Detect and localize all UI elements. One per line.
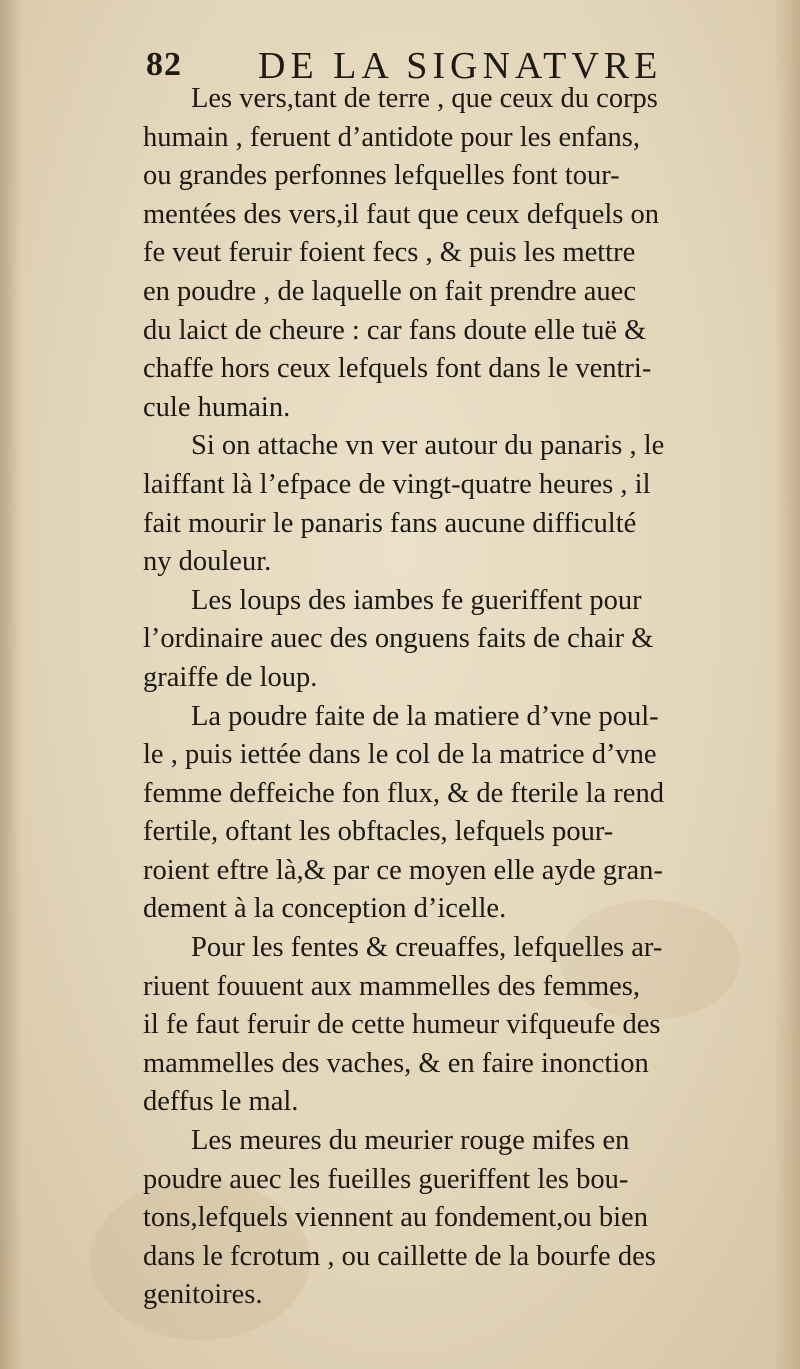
- text-line: femme deffeiche fon flux, & de fterile la rend: [143, 777, 664, 809]
- text-line: du laict de cheure : car fans doute elle tuë &: [143, 314, 647, 346]
- text-line: ny douleur.: [143, 546, 272, 578]
- text-line: humain , feruent d’antidote pour les enfans,: [143, 121, 641, 153]
- text-line: cule humain.: [143, 391, 291, 423]
- text-line: Les vers,tant de terre , que ceux du corps: [191, 83, 658, 114]
- text-line: laiffant là l’efpace de vingt-quatre heures , il: [143, 468, 651, 500]
- text-line: l’ordinaire auec des onguens faits de chair &: [143, 623, 654, 655]
- body-text: [143, 80, 743, 1315]
- text-line: fertile, oftant les obftacles, lefquels pour-: [143, 816, 614, 848]
- text-line: Les meures du meurier rouge mifes en: [191, 1125, 630, 1157]
- text-line: graiffe de loup.: [143, 661, 318, 693]
- page-number: 82: [146, 46, 182, 83]
- text-line: fe veut feruir foient fecs , & puis les mettre: [143, 237, 636, 269]
- text-line: genitoires.: [143, 1279, 263, 1311]
- text-line: il fe faut feruir de cette humeur vifqueufe des: [143, 1009, 661, 1041]
- text-line: mentées des vers,il faut que ceux defquels on: [143, 198, 659, 230]
- text-line: dement à la conception d’icelle.: [143, 893, 507, 925]
- text-line: ou grandes perfonnes lefquelles font tour-: [143, 160, 620, 192]
- text-line: riuent fouuent aux mammelles des femmes,: [143, 970, 641, 1002]
- running-title: DE LA SIGNATVRE: [258, 45, 663, 87]
- text-line: tons,lefquels viennent au fondement,ou bien: [143, 1202, 648, 1234]
- text-line: le , puis iettée dans le col de la matrice d’vne: [143, 739, 657, 771]
- text-line: mammelles des vaches, & en faire inonction: [143, 1047, 649, 1079]
- text-line: en poudre , de laquelle on fait prendre auec: [143, 275, 636, 307]
- text-line: dans le fcrotum , ou caillette de la bourfe des: [143, 1240, 656, 1272]
- text-line: Si on attache vn ver autour du panaris , le: [191, 430, 665, 462]
- text-line: chaffe hors ceux lefquels font dans le ventri-: [143, 353, 652, 385]
- text-line: poudre auec les fueilles gueriffent les bou-: [143, 1163, 629, 1195]
- text-line: Les loups des iambes fe gueriffent pour: [191, 584, 642, 616]
- text-line: roient eftre là,& par ce moyen elle ayde gran-: [143, 854, 663, 886]
- text-line: Pour les fentes & creuaffes, lefquelles ar-: [191, 932, 663, 964]
- text-line: fait mourir le panaris fans aucune difficulté: [143, 507, 637, 539]
- text-line: La poudre faite de la matiere d’vne poul-: [191, 700, 659, 732]
- text-line: deffus le mal.: [143, 1086, 299, 1118]
